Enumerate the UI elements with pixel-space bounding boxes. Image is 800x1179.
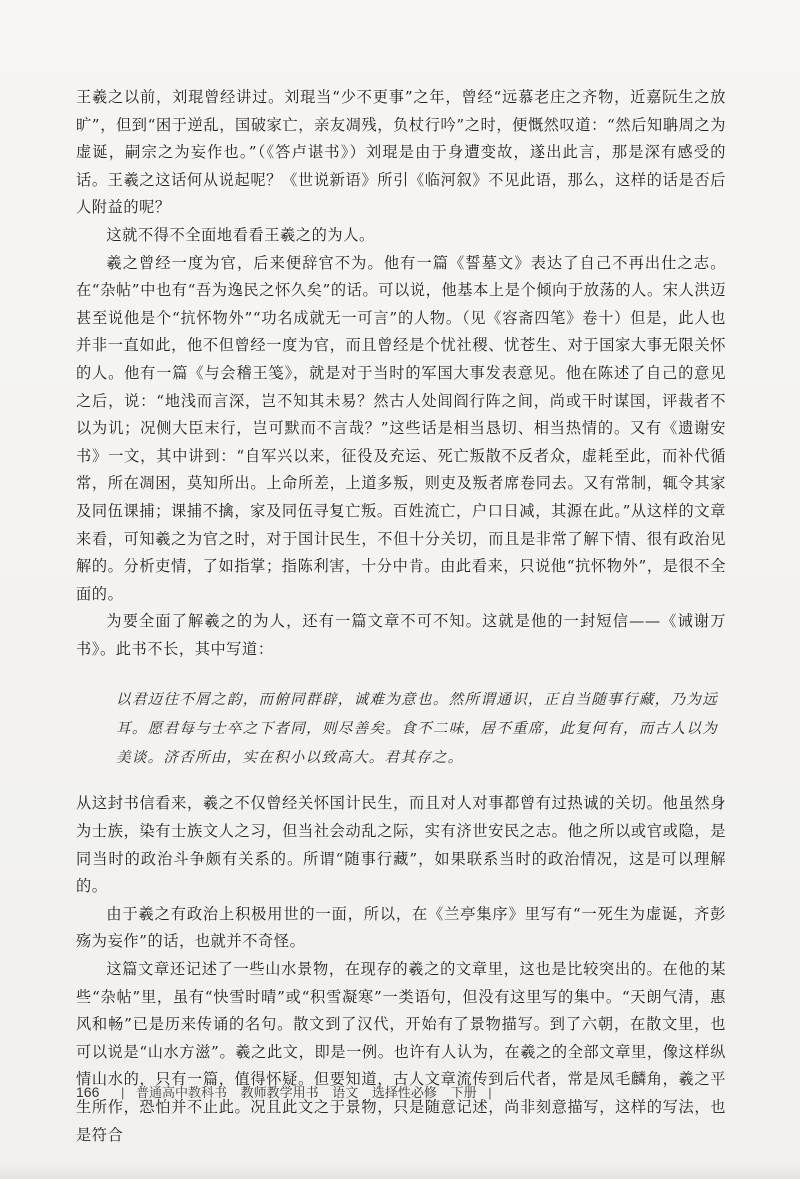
page-number: 166 <box>76 1084 100 1100</box>
paragraph-4: 为要全面了解羲之的为人，还有一篇文章不可不知。这就是他的一封短信——《诫谢万书》。此书不长，其中写道： <box>76 612 726 658</box>
block-quote: 以君迈往不屑之韵，而俯同群辟，诚难为意也。然所谓通识，正自当随事行藏，乃为远耳。愿君每与士卒之下者同，则尽善矣。食不二味，居不重席，此复何有，而古人以为美谈。济否所由，实在积小以致高大。君其存之。 <box>116 691 718 767</box>
footer-series: 普通高中教科书 <box>136 1085 228 1100</box>
body-text <box>76 84 726 1149</box>
footer-divider-end: | <box>488 1085 492 1100</box>
paragraph-2: 这就不得不全面地看看王羲之的为人。 <box>106 225 375 244</box>
scan-shadow <box>0 1165 800 1179</box>
page-footer <box>76 1082 500 1101</box>
footer-book: 教师教学用书 <box>240 1085 319 1100</box>
footer-subject: 语文 <box>332 1085 359 1100</box>
paragraph-3: 羲之曾经一度为官，后来便辞官不为。他有一篇《誓墓文》表达了自己不再出仕之志。在“杂帖”中也有“吾为逸民之怀久矣”的话。可以说，他基本上是个倾向于放荡的人。宋人洪迈甚至说他是个“抗怀物外”“功名成就无一可言”的人物。（见《容斋四笔》卷十）但是，此人也并非一直如此，他不但曾经一度为官，而且曾经是个忧社稷、忧苍生、对于国家大事无限关怀的人。他有一篇《与会稽王笺》，就是对于当时的军国大事发表意见。他在陈述了自己的意见之后，说：“地浅而言深，岂不知其未易？然古人处闾阎行阵之间，尚或干时谋国，评裁者不以为讥；况侧大臣末行，岂可默而不言哉？”这些话是相当恳切、相当热情的。又有《遗谢安书》一文，其中讲到：“自军兴以来，征役及充运、死亡叛散不反者众，虚耗至此，而补代循常，所在凋困，莫知所出。上命所差，上道多叛，则吏及叛者席卷同去。又有常制，辄令其家及同伍课捕；课捕不擒，家及同伍寻复亡叛。百姓流亡，户口日减，其源在此。”从这样的文章来看，可知羲之为官之时，对于国计民生，不但十分关切，而且是非常了解下情、很有政治见解的。分析吏情，了如指掌；指陈利害，十分中肯。由此看来，只说他“抗怀物外”，是很不全面的。 <box>76 253 726 603</box>
footer-divider: | <box>120 1085 125 1100</box>
paragraph-5: 从这封书信看来，羲之不仅曾经关怀国计民生，而且对人对事都曾有过热诚的关切。他虽然身为士族，染有士族文人之习，但当社会动乱之际，实有济世安民之志。他之所以或官或隐，是同当时的政治斗争颇有关系的。所谓“随事行藏”，如果联系当时的政治情况，这是可以理解的。 <box>76 794 726 896</box>
paragraph-7: 这篇文章还记述了一些山水景物，在现存的羲之的文章里，这也是比较突出的。在他的某些“杂帖”里，虽有“快雪时晴”或“积雪凝寒”一类语句，但没有这里写的集中。“天朗气清，惠风和畅”已是历来传诵的名句。散文到了汉代，开始有了景物描写。到了六朝，在散文里，也可以说是“山水方滋”。羲之此文，即是一例。也许有人认为，在羲之的全部文章里，像这样纵情山水的，只有一篇，值得怀疑。但要知道，古人文章流传到后代者，常是凤毛麟角，羲之平生所作，恐怕并不止此。况且此文之于景物，只是随意记述，尚非刻意描写，这样的写法，也是符合 <box>76 960 726 1144</box>
paragraph-1: 王羲之以前，刘琨曾经讲过。刘琨当“少不更事”之年，曾经“远慕老庄之齐物，近嘉阮生之放旷”，但到“困于逆乱，国破家亡，亲友凋残，负杖行吟”之时，便慨然叹道：“然后知聃周之为虚诞，嗣宗之为妄作也。”（《答卢谌书》）刘琨是由于身遭变故，遂出此言，那是深有感受的话。王羲之这话何从说起呢？《世说新语》所引《临河叙》不见此语，那么，这样的话是否后人附益的呢？ <box>76 88 726 217</box>
footer-volume: 下册 <box>450 1085 477 1100</box>
paragraph-6: 由于羲之有政治上积极用世的一面，所以，在《兰亭集序》里写有“一死生为虚诞，齐彭殇为妄作”的话，也就并不奇怪。 <box>76 904 726 951</box>
footer-course: 选择性必修 <box>371 1085 437 1100</box>
